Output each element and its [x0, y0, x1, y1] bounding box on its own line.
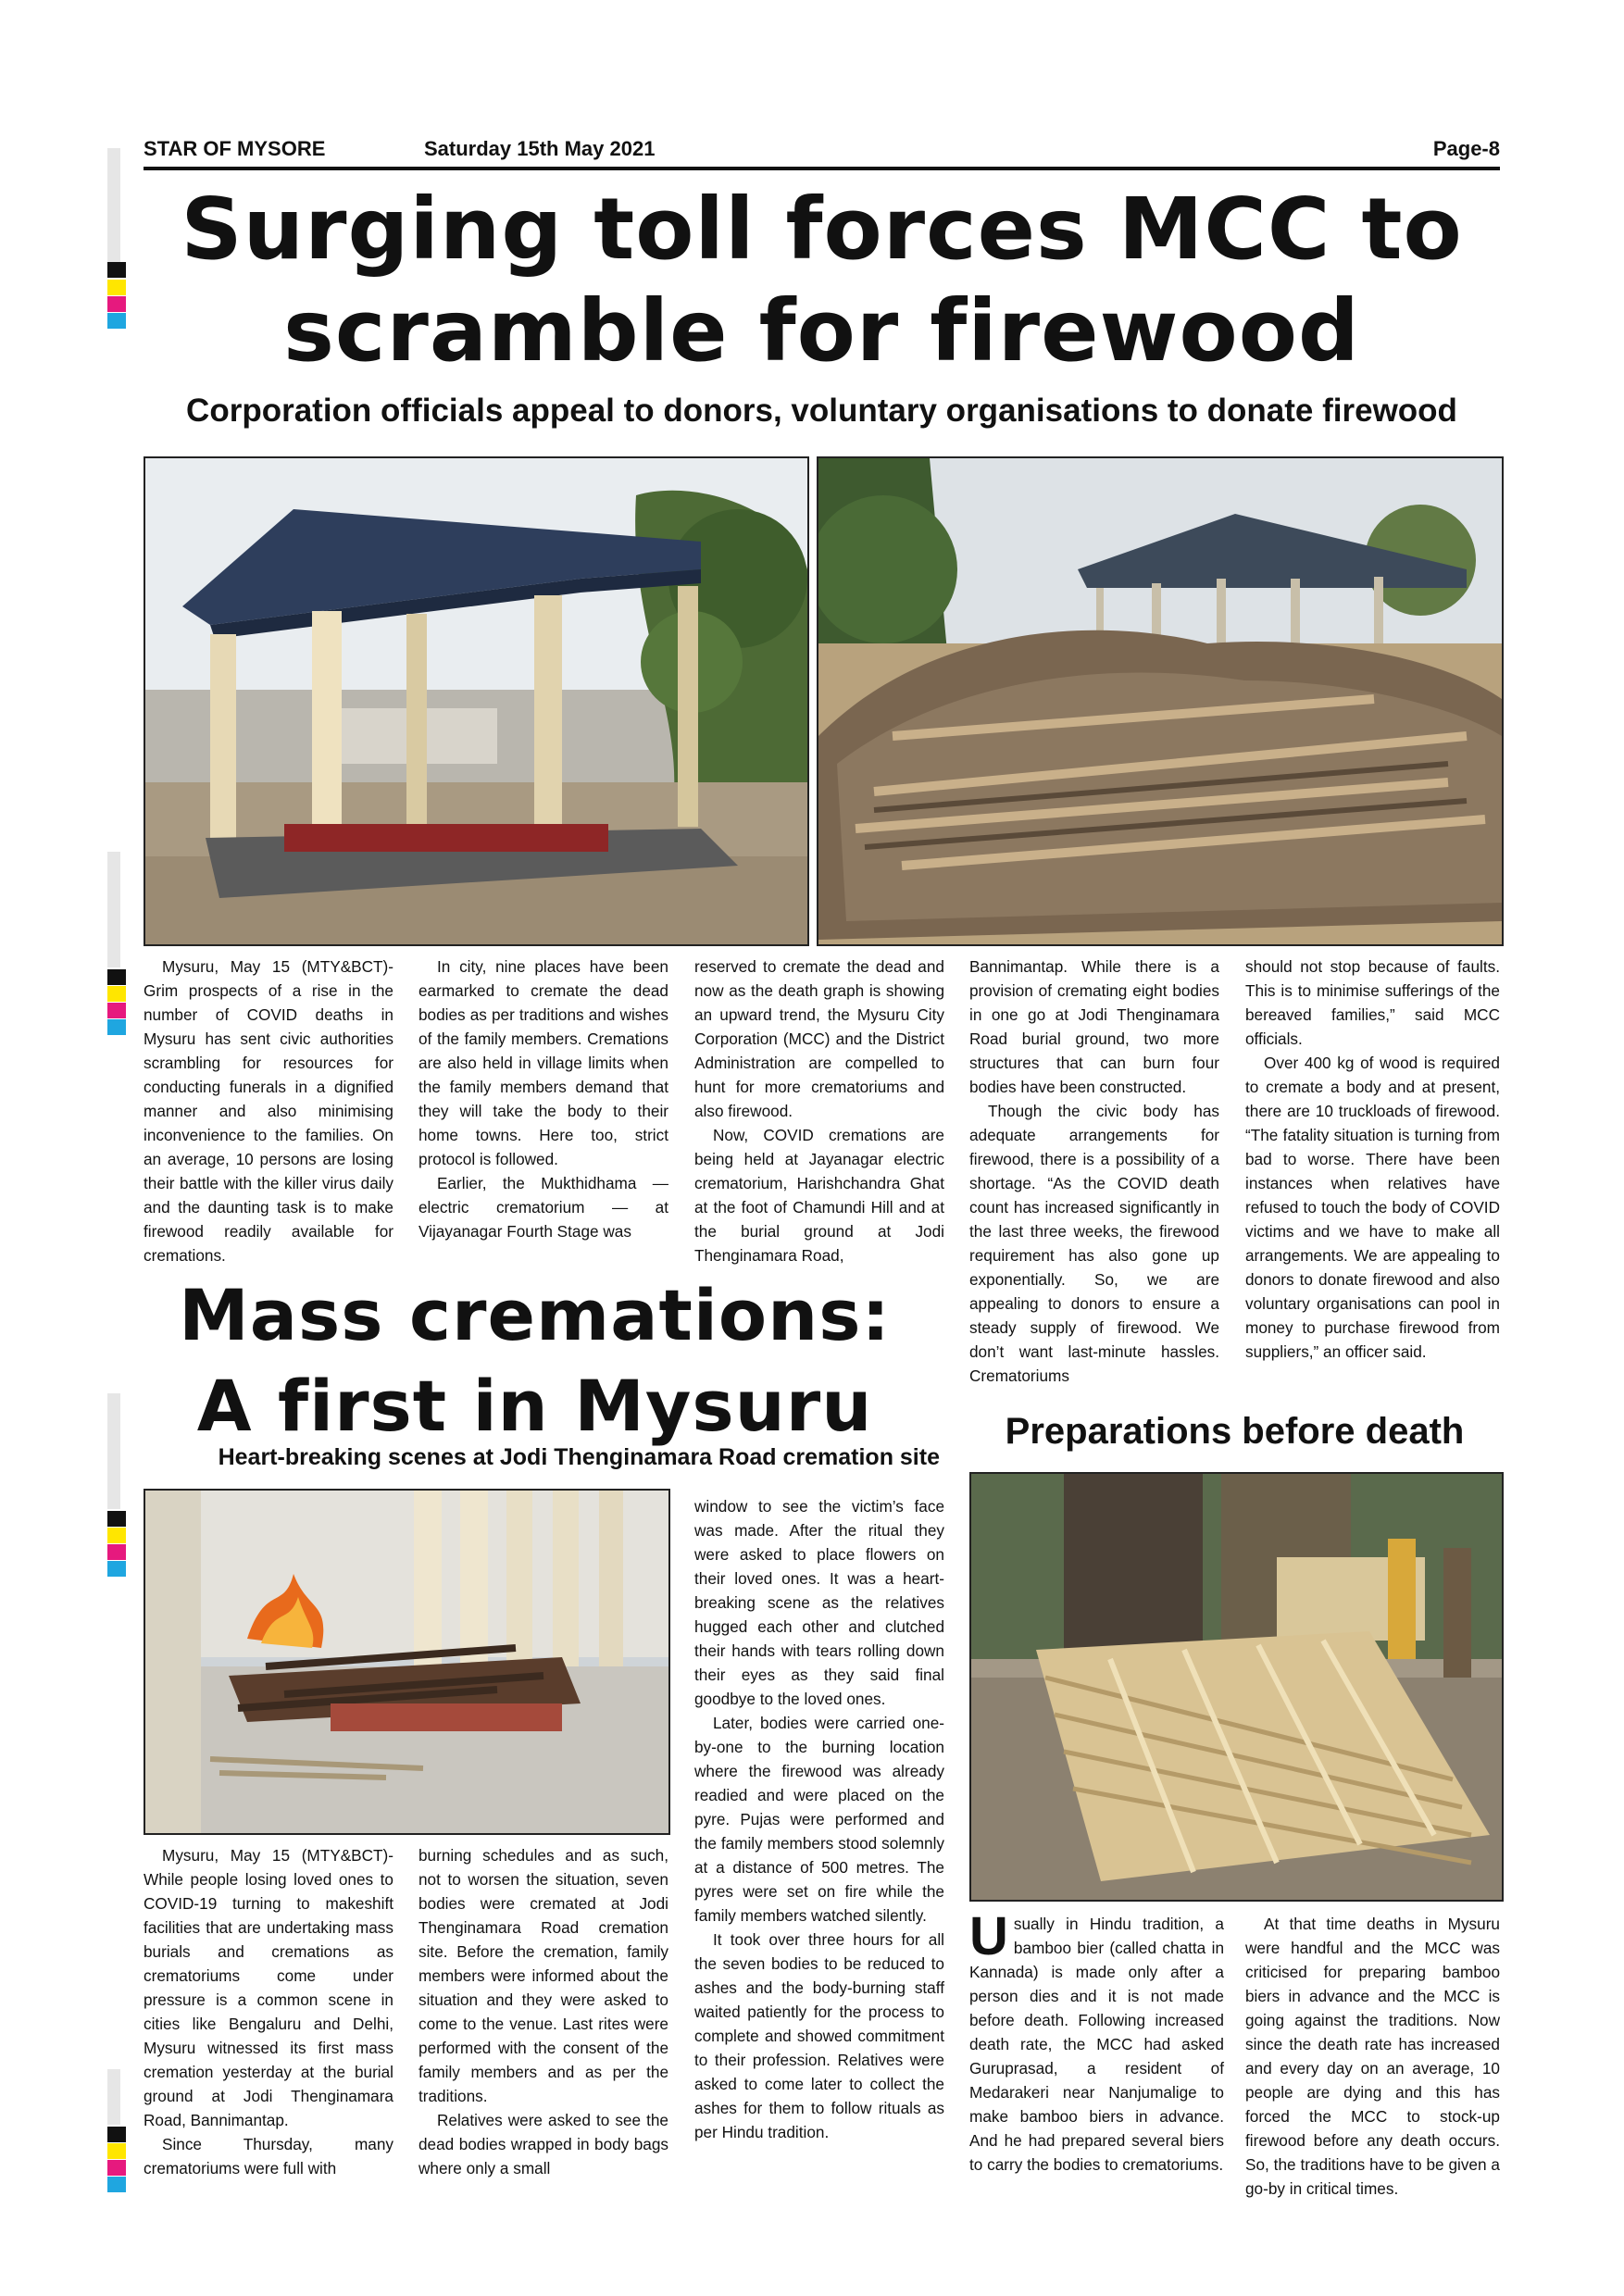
- story3-paragraph: [969, 1906, 1224, 2177]
- swatch-cyan: [107, 2177, 126, 2192]
- story1-column-1: [144, 955, 394, 1267]
- story1-paragraph: reserved to cremate the dead and now as the death graph is showing an upward trend, the Mysuru City Corporation (MCC) and the District Administration are compelled to hunt for more crematoriums and also firewood.: [694, 957, 944, 1120]
- burning-pyres-image: [145, 1491, 668, 1833]
- story1-headline-line1: Surging toll forces MCC to: [181, 180, 1463, 279]
- story2-headline-line2: A first in Mysuru: [196, 1365, 873, 1447]
- swatch-yellow: [107, 2143, 126, 2159]
- story1-paragraph: should not stop because of faults. This is to minimise sufferings of the bereaved families,” said MCC officials.: [1245, 957, 1500, 1048]
- story1-paragraph: Now, COVID cremations are being held at Jayanagar electric crematorium, Harishchandra Ghat at the foot of Chamundi Hill and at the burial ground at Jodi Thenginamara Road,: [694, 1126, 944, 1265]
- story1-paragraph: In city, nine places have been earmarked to cremate the dead bodies as per traditions and wishes of the family members. Cremations are also held in village limits when the family members demand that they will take the body to their home towns. Here too, strict protocol is followed.: [418, 957, 668, 1168]
- story1-paragraph: Though the civic body has adequate arrangements for firewood, there is a possibility of a shortage. “As the COVID death count has increased significantly in the last three weeks, the firewood requirement has also gone up exponentially. So, we are appealing to donors to ensure a steady supply of firewood. We don’t want last-minute hassles. Crematoriums: [969, 1102, 1219, 1385]
- registration-bar: [107, 2069, 120, 2125]
- issue-date: Saturday 15th May 2021: [424, 137, 656, 160]
- story3-headline: Preparations before death: [1005, 1411, 1465, 1452]
- registration-bar: [107, 148, 120, 278]
- story3-dropcap: U: [969, 1906, 1008, 1966]
- story3-column-2: [1245, 1912, 1500, 2201]
- story2-paragraph: Later, bodies were carried one-by-one to the burning location where the firewood was already readied and were placed on the pyre. Pujas were performed and the family members stood solemnly at a distance of 500 metres. The pyres were set on fire while the family members watched silently.: [694, 1714, 944, 1925]
- swatch-magenta: [107, 2160, 126, 2176]
- story1-column-3: [694, 955, 944, 1267]
- bamboo-biers-image: [971, 1474, 1502, 1900]
- story2-paragraph: It took over three hours for all the seven bodies to be reduced to ashes and the body-burning staff waited patiently for the process to complete and showed commitment to their profession. Relatives were asked to come later to collect the ashes for them to follow rituals as per Hindu tradition.: [694, 1930, 944, 2141]
- story2-column-3: [694, 1494, 944, 2144]
- firewood-pile-image: [818, 458, 1502, 944]
- swatch-magenta: [107, 296, 126, 312]
- swatch-magenta: [107, 1003, 126, 1018]
- story2-paragraph: Relatives were asked to see the dead bodies wrapped in body bags where only a small: [418, 2111, 668, 2177]
- swatch-yellow: [107, 280, 126, 295]
- story1-column-4: [969, 955, 1219, 1388]
- photo-firewood-pile: [817, 456, 1504, 946]
- swatch-cyan: [107, 1019, 126, 1035]
- swatch-yellow: [107, 986, 126, 1002]
- masthead-name: STAR OF MYSORE: [144, 137, 326, 160]
- swatch-yellow: [107, 1528, 126, 1543]
- photo-cremation-shelter: [144, 456, 809, 946]
- story3-paragraph-text: sually in Hindu tradition, a bamboo bier (called chatta in Kannada) is made only after a person dies and it is not made before death. Following increased death rate, the MCC had asked Guruprasad, a resident of Medarakeri near Nanjumalige to make bamboo biers in advance. And he had prepared several biers to carry the bodies to crematoriums.: [969, 1915, 1224, 2174]
- cremation-shelter-image: [145, 458, 807, 944]
- registration-bar: [107, 1393, 120, 1509]
- swatch-black: [107, 969, 126, 985]
- story1-paragraph: Earlier, the Mukthidhama — electric crematorium — at Vijayanagar Fourth Stage was: [418, 1174, 668, 1241]
- story3-paragraph: At that time deaths in Mysuru were handful and the MCC was criticised for preparing bamboo biers in advance and the MCC is going against the traditions. Now since the death rate has increased and every day on an average, 10 people are dying and this has forced the MCC to stock-up firewood before any death occurs. So, the traditions have to be given a go-by in critical times.: [1245, 1915, 1500, 2198]
- story2-column-2: [418, 1843, 668, 2180]
- story2-paragraph: burning schedules and as such, not to worsen the situation, seven bodies were cremated at Jodi Thenginamara Road cremation site. Before the cremation, family members were informed about the situation and they were asked to come to the venue. Last rites were performed with the consent of the family members and as per the traditions.: [418, 1846, 668, 2105]
- photo-burning-pyres: [144, 1489, 670, 1835]
- story2-headline-line1: Mass cremations:: [179, 1274, 891, 1356]
- registration-bar: [107, 852, 120, 967]
- story1-column-2: [418, 955, 668, 1243]
- swatch-black: [107, 1511, 126, 1527]
- swatch-cyan: [107, 313, 126, 329]
- swatch-magenta: [107, 1544, 126, 1560]
- header-rule: [144, 167, 1500, 170]
- story1-headline-line2: scramble for firewood: [283, 281, 1360, 381]
- page-number: Page-8: [1432, 137, 1500, 160]
- swatch-black: [107, 262, 126, 278]
- story2-paragraph: Mysuru, May 15 (MTY&BCT)- While people losing loved ones to COVID-19 turning to makeshift facilities that are undertaking mass burials and cremations as crematoriums come under pressure is a common scene in cities like Bengaluru and Delhi, Mysuru witnessed its first mass cremation yesterday at the burial ground at Jodi Thenginamara Road, Bannimantap.: [144, 1846, 394, 2129]
- story1-headline: [130, 179, 1514, 382]
- story1-column-5: [1245, 955, 1500, 1364]
- story3-column-1: [969, 1906, 1224, 2177]
- story2-column-1: [144, 1843, 394, 2180]
- story1-paragraph: Over 400 kg of wood is required to cremate a body and at present, there are 10 truckloads of firewood. “The fatality situation is turning from bad to worse. There have been instances when relatives have refused to touch the body of COVID victims and we have to make all arrangements. We are appealing to donors to donate firewood and also voluntary organisations can pool in money to purchase firewood from suppliers,” an officer said.: [1245, 1054, 1500, 1361]
- story1-paragraph: Bannimantap. While there is a provision of cremating eight bodies in one go at Jodi Thenginamara Road burial ground, two more structures that can burn four bodies have been constructed.: [969, 957, 1219, 1096]
- story2-subhead: Heart-breaking scenes at Jodi Thenginamara Road cremation site: [218, 1444, 940, 1470]
- story2-paragraph: window to see the victim’s face was made. After the ritual they were asked to place flowers on their loved ones. It was a heart-breaking scene as the relatives hugged each other and clutched their hands with tears rolling down their eyes as they said final goodbye to the loved ones.: [694, 1497, 944, 1708]
- photo-bamboo-biers: [969, 1472, 1504, 1902]
- story1-paragraph: Mysuru, May 15 (MTY&BCT)- Grim prospects of a rise in the number of COVID deaths in Mysuru has sent civic authorities scrambling for resources for conducting funerals in a dignified manner and also minimising inconvenience to the families. On an average, 10 persons are losing their battle with the killer virus daily and the daunting task is to make firewood readily available for cremations.: [144, 957, 394, 1265]
- swatch-cyan: [107, 1561, 126, 1577]
- story2-paragraph: Since Thursday, many crematoriums were full with: [144, 2135, 394, 2177]
- swatch-black: [107, 2127, 126, 2142]
- story2-headline: [130, 1270, 940, 1452]
- story1-subhead: Corporation officials appeal to donors, voluntary organisations to donate firewood: [186, 393, 1457, 429]
